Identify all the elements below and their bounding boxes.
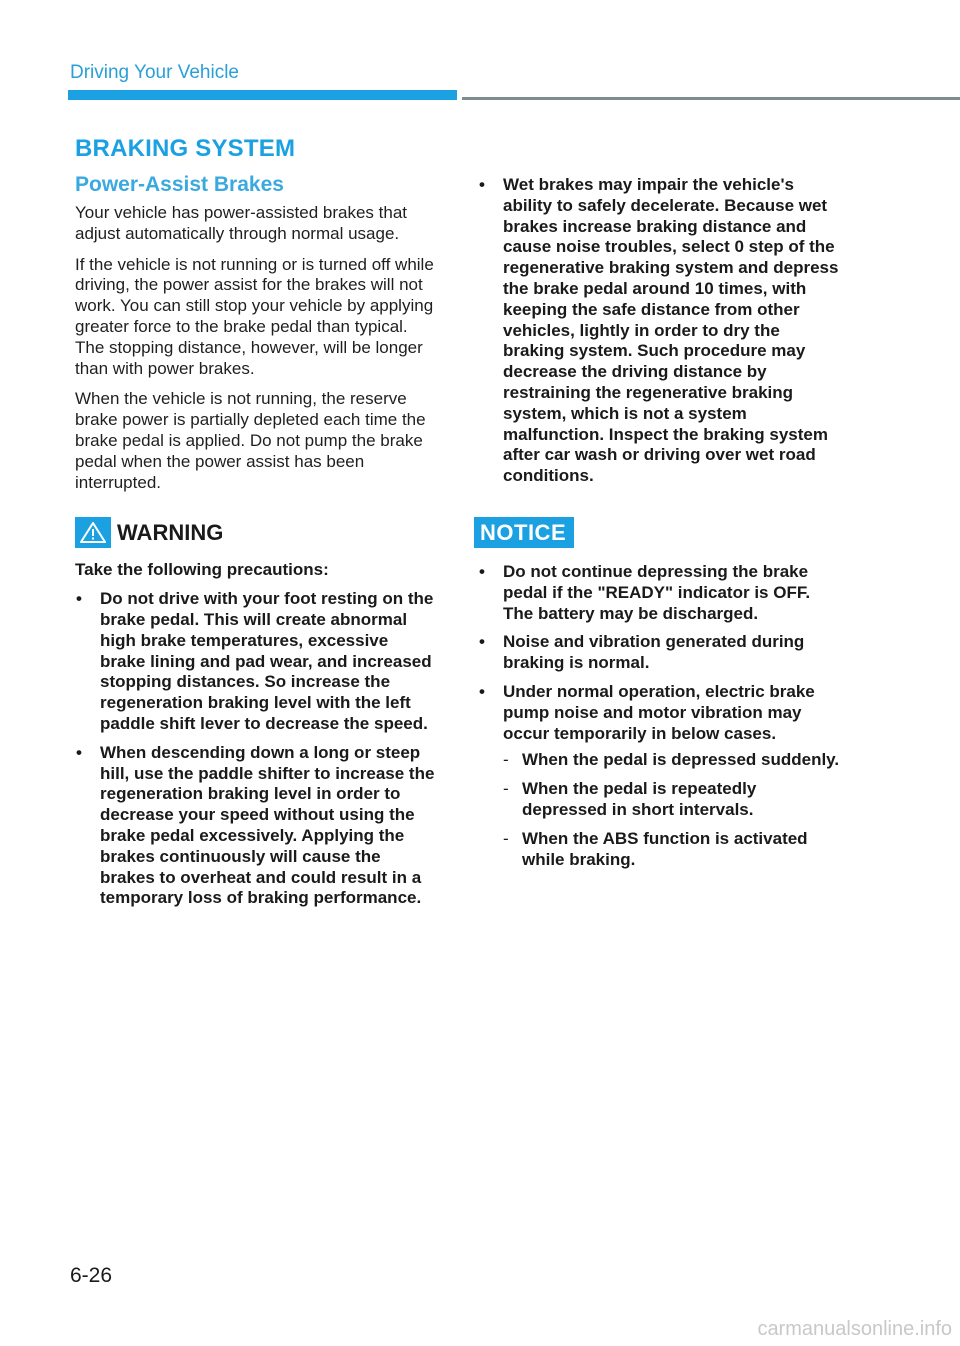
sub-list-item xyxy=(503,779,840,821)
notice-label: NOTICE xyxy=(474,517,574,548)
list-item-text: Do not drive with your foot resting on the brake pedal. This will create abnormal high brake temperatures, excessive brake lining and pad wear, and increased stopping distances. So increase the regeneration braking level with the left paddle shift lever to decrease the speed. xyxy=(100,589,434,733)
chapter-header: Driving Your Vehicle xyxy=(70,62,239,83)
list-item-text: When descending down a long or steep hill, use the paddle shifter to increase the regeneration braking level in order to decrease your speed without using the brake pedal excessively. Applying the brakes continuously will cause the brakes to overheat and could result in a temporary loss of braking performance. xyxy=(100,742,435,908)
dash-icon: - xyxy=(503,779,509,799)
list-item xyxy=(478,682,840,870)
bullet-icon: • xyxy=(479,681,485,701)
list-item xyxy=(478,175,840,487)
sub-list-item-text: When the pedal is depressed suddenly. xyxy=(522,750,840,770)
left-column xyxy=(75,135,437,917)
subsection-title: Power-Assist Brakes xyxy=(75,173,284,196)
section-title: BRAKING SYSTEM xyxy=(75,135,296,162)
paragraph: Your vehicle has power-assisted brakes that adjust automatically through normal usage. xyxy=(75,203,407,243)
bullet-icon: • xyxy=(76,589,82,609)
list-item-text: Do not continue depressing the brake pedal if the "READY" indicator is OFF. The battery may be discharged. xyxy=(503,561,811,623)
dash-icon: - xyxy=(503,828,509,848)
warning-list xyxy=(75,589,437,909)
list-item-text: Wet brakes may impair the vehicle's ability to safely decelerate. Because wet brakes increase braking distance and cause noise troubles, select 0 step of the regenerative braking system and depress the brake pedal around 10 times, with keeping the safe distance from other vehicles, lightly in order to dry the braking system. Such procedure may decrease the driving distance by restraining the regenerative braking system, which is not a system malfunction. Inspect the braking system after car wash or driving over wet road conditions. xyxy=(503,175,839,486)
warning-intro: Take the following precautions: xyxy=(75,560,329,580)
list-item xyxy=(75,589,437,735)
bullet-icon: • xyxy=(76,742,82,762)
list-item xyxy=(478,562,840,624)
page-number: 6-26 xyxy=(70,1264,113,1287)
bullet-icon: • xyxy=(479,175,485,194)
warning-header xyxy=(75,517,437,548)
right-column xyxy=(478,175,840,878)
warning-title: WARNING xyxy=(117,519,224,545)
list-item xyxy=(478,632,840,674)
notice-list xyxy=(478,562,840,870)
warning-list-continued xyxy=(478,175,840,487)
footer-watermark: carmanualsonline.info xyxy=(757,1318,952,1340)
paragraph: If the vehicle is not running or is turned off while driving, the power assist for the brakes will not work. You can still stop your vehicle by applying greater force to the brake pedal than typical. The stopping distance, however, will be longer than with power brakes. xyxy=(75,254,434,378)
paragraph: When the vehicle is not running, the reserve brake power is partially depleted each time the brake pedal is applied. Do not pump the brake pedal when the power assist has been interrupted. xyxy=(75,389,426,492)
sub-list-item-text: When the ABS function is activated while braking. xyxy=(522,828,808,869)
sub-list-item xyxy=(503,750,840,771)
warning-triangle-icon xyxy=(75,517,111,548)
bullet-icon: • xyxy=(479,632,485,652)
list-item-text: Noise and vibration generated during braking is normal. xyxy=(503,632,805,673)
list-item-text: Under normal operation, electric brake pump noise and motor vibration may occur temporarily in below cases. xyxy=(503,681,815,743)
list-item xyxy=(75,743,437,909)
sub-list-item xyxy=(503,829,840,871)
header-accent-bar xyxy=(68,90,457,100)
sub-list-item-text: When the pedal is repeatedly depressed in short intervals. xyxy=(522,779,757,819)
header-divider-line xyxy=(462,97,960,100)
dash-icon: - xyxy=(503,750,509,770)
bullet-icon: • xyxy=(479,561,485,581)
notice-sublist xyxy=(503,750,840,870)
